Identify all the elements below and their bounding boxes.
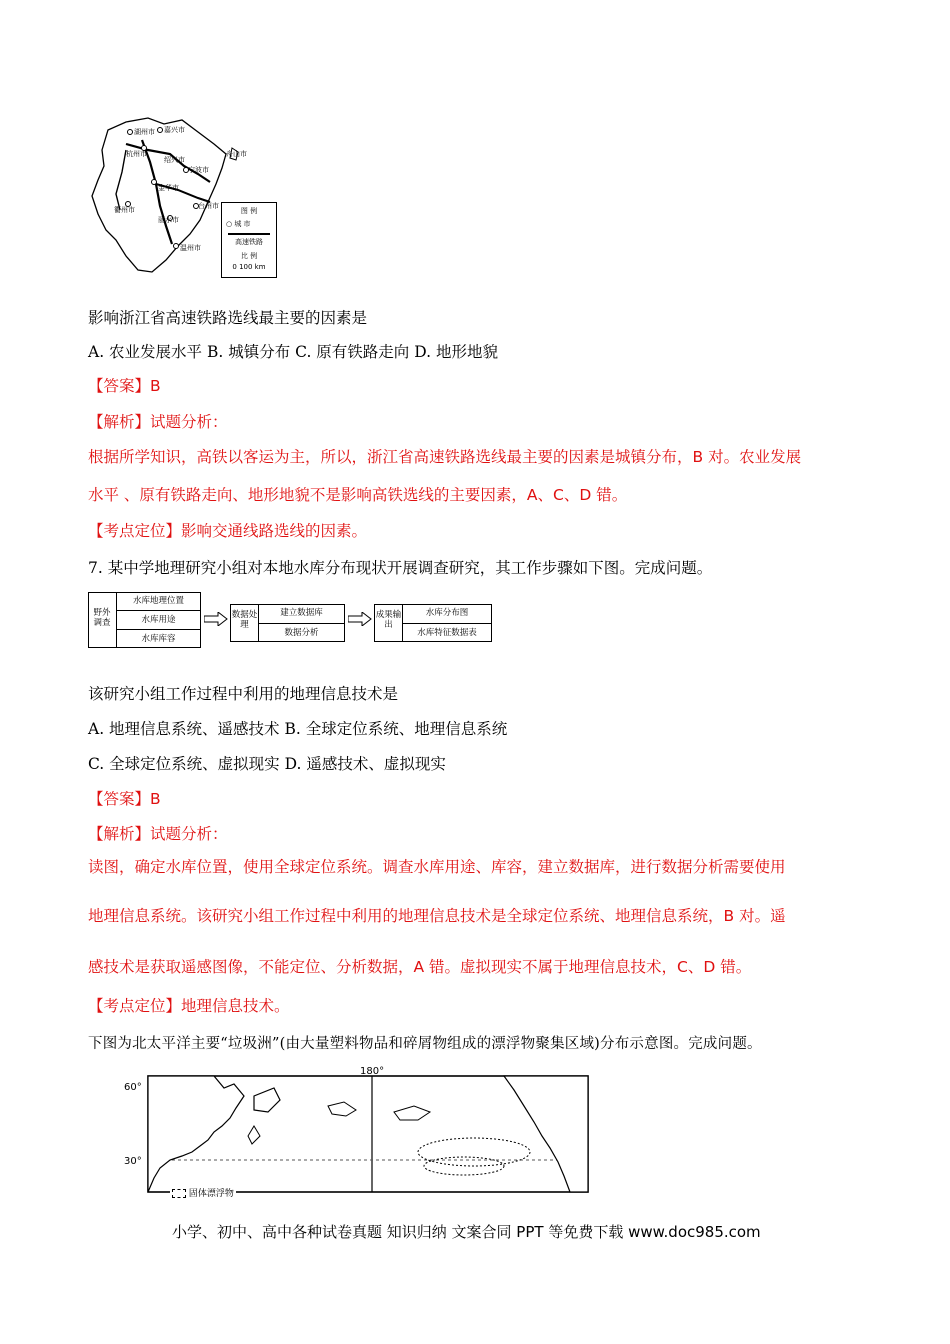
answer-label: 【答案】 [88, 790, 151, 808]
debris-legend-icon [172, 1189, 186, 1198]
flow-item: 水库分布图 [425, 608, 469, 618]
legend-scale-value: 0 100 km [232, 263, 266, 271]
pacific-map-svg [104, 1066, 594, 1198]
q6-stem: 影响浙江省高速铁路选线最主要的因素是 [88, 309, 368, 327]
legend-city: ○ 城 市 [226, 220, 251, 228]
flow-arrow-icon [348, 612, 372, 626]
flow-field-label: 野外调查 [93, 608, 111, 628]
legend-scale-label: 比 例 [240, 252, 258, 260]
north-pacific-map [104, 1066, 594, 1198]
debris-legend-label: 固体漂浮物 [188, 1189, 234, 1199]
map-city-label: 杭州市 [126, 150, 147, 158]
q7-options-line: C. 全球定位系统、虚拟现实 D. 遥感技术、虚拟现实 [88, 755, 446, 773]
q6-kaodian: 【考点定位】影响交通线路选线的因素。 [88, 522, 368, 540]
q6-analysis-line: 水平 、原有铁路走向、地形地貌不是影响高铁选线的主要因素，A、C、D 错。 [88, 486, 628, 504]
answer-value: B [150, 790, 161, 808]
q6-answer [88, 376, 161, 396]
zhejiang-railway-map [86, 110, 286, 282]
q7-kaodian: 【考点定位】地理信息技术。 [88, 997, 290, 1015]
map-city-label: 湖州市 [134, 128, 155, 136]
legend-rail: 高速铁路 [235, 238, 263, 246]
q6-analysis-label: 【解析】试题分析： [88, 413, 228, 431]
map-legend [221, 202, 277, 278]
flow-item: 水库用途 [141, 615, 176, 625]
map-city-label: 丽水市 [158, 216, 179, 224]
workflow-diagram [88, 592, 493, 650]
flow-item: 建立数据库 [280, 608, 323, 618]
map-city-label: 温州市 [180, 244, 201, 252]
map-city-label: 宁波市 [188, 166, 209, 174]
q7-analysis-label: 【解析】试题分析： [88, 825, 228, 843]
q7-stem: 7. 某中学地理研究小组对本地水库分布现状开展调查研究，其工作步骤如下图。完成问题。 [88, 559, 713, 577]
lat-label: 60° [124, 1082, 142, 1093]
q7-options-line: A. 地理信息系统、遥感技术 B. 全球定位系统、地理信息系统 [88, 720, 508, 738]
lon-label: 180° [360, 1066, 385, 1077]
lat-label: 30° [124, 1156, 142, 1167]
flow-output-label: 成果输出 [375, 610, 402, 630]
map-city-label: 嘉兴市 [164, 126, 185, 134]
map-city-label: 绍兴市 [164, 156, 185, 164]
flow-item: 水库特征数据表 [417, 628, 477, 638]
map-city-label: 金华市 [158, 184, 179, 192]
q7-analysis-line: 地理信息系统。该研究小组工作过程中利用的地理信息技术是全球定位系统、地理信息系统，B 对。遥 [88, 907, 786, 925]
map-city-label: 台州市 [198, 202, 219, 210]
flow-arrow-icon [204, 612, 228, 626]
map-city-label: 衢州市 [114, 206, 135, 214]
q7-analysis-line: 读图，确定水库位置，使用全球定位系统。调查水库用途、库容，建立数据库，进行数据分析需要使用 [88, 858, 786, 876]
flow-data-label: 数据处理 [231, 610, 258, 630]
q7-question: 该研究小组工作过程中利用的地理信息技术是 [88, 685, 399, 703]
answer-label: 【答案】 [88, 377, 151, 395]
flow-item: 水库库容 [141, 634, 176, 644]
q7-analysis-line: 感技术是获取遥感图像，不能定位、分析数据，A 错。虚拟现实不属于地理信息技术，C、D 错。 [88, 958, 752, 976]
page-footer: 小学、初中、高中各种试卷真题 知识归纳 文案合同 PPT 等免费下载 www.doc985.com [172, 1223, 761, 1241]
flow-item: 数据分析 [284, 628, 319, 638]
q6-options: A. 农业发展水平 B. 城镇分布 C. 原有铁路走向 D. 地形地貌 [88, 343, 498, 361]
q8-stem: 下图为北太平洋主要“垃圾洲”(由大量塑料物品和碎屑物组成的漂浮物聚集区域)分布示意图。完成问题。 [88, 1036, 762, 1052]
map-legend-debris [170, 1186, 236, 1199]
map-city-label: 舟山市 [226, 150, 247, 158]
answer-value: B [150, 377, 161, 395]
q7-answer [88, 789, 161, 809]
flow-item: 水库地理位置 [132, 596, 184, 606]
legend-title: 图 例 [240, 207, 258, 215]
q6-analysis-line: 根据所学知识，高铁以客运为主，所以，浙江省高速铁路选线最主要的因素是城镇分布，B 对。农业发展 [88, 448, 802, 466]
legend-rail-line [228, 233, 270, 235]
